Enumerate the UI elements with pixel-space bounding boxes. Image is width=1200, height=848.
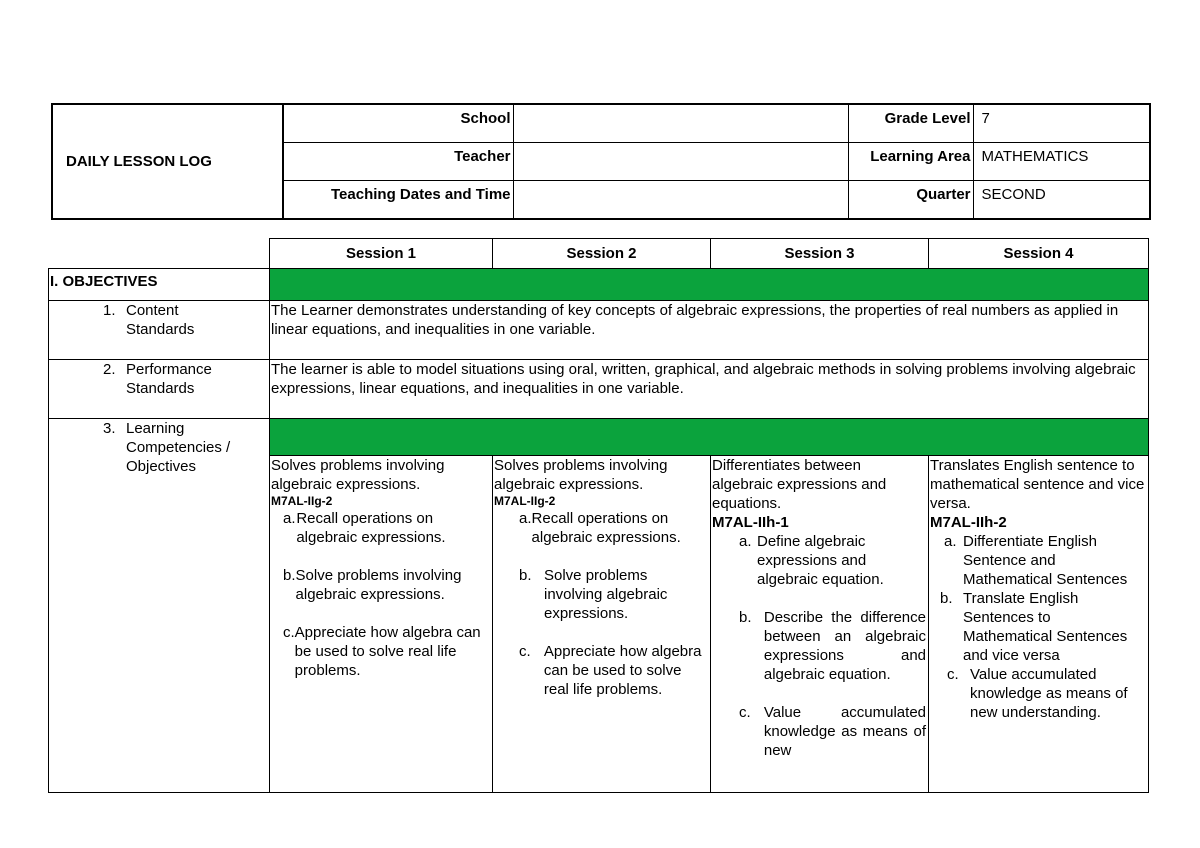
session-2-item-a — [494, 509, 708, 547]
session-4-item-c-text: Value accumulated knowledge as means of new understanding. — [970, 666, 1128, 721]
document-title: DAILY LESSON LOG — [52, 104, 283, 219]
school-label: School — [283, 104, 513, 143]
session-4-item-c-marker: c. — [947, 666, 959, 683]
session-1-item-a-marker: a. — [283, 510, 296, 527]
teaching-dates-label: Teaching Dates and Time — [283, 181, 513, 220]
session-1-item-c — [271, 623, 490, 680]
session-4-code: M7AL-IIh-2 — [930, 514, 1007, 531]
session-1-item-b — [271, 566, 490, 604]
session-1-objectives — [270, 456, 493, 793]
session-3-item-c — [712, 703, 926, 760]
content-standards-label — [49, 301, 270, 360]
session-4-item-a — [930, 532, 1146, 589]
session-4-item-b-text: Translate English Sentences to Mathematical Sentences and vice versa — [963, 590, 1128, 664]
content-standards-label-line1: Content — [126, 302, 179, 319]
learning-competencies-number: 3. — [103, 420, 116, 437]
session-3-item-b-marker: b. — [739, 609, 752, 626]
session-1-item-c-text: Appreciate how algebra can be used to solve real life problems. — [294, 624, 481, 679]
teacher-label: Teacher — [283, 143, 513, 181]
session-1-item-a-text: Recall operations on algebraic expressions. — [296, 510, 446, 546]
session-3-code: M7AL-IIh-1 — [712, 514, 789, 531]
objectives-heading: I. OBJECTIVES — [49, 269, 270, 301]
session-2-item-c-text: Appreciate how algebra can be used to solve real life problems. — [543, 643, 702, 698]
session-3-intro: Differentiates between algebraic expressions and equations. — [712, 457, 887, 512]
session-2-item-a-marker: a. — [519, 510, 532, 527]
session-4-objectives — [929, 456, 1149, 793]
performance-standards-text: The learner is able to model situations using oral, written, graphical, and algebraic methods in solving problems involving algebraic expressions, linear equations, and inequalities in one variable. — [270, 360, 1149, 419]
performance-standards-number: 2. — [103, 361, 116, 378]
grade-level-label: Grade Level — [848, 104, 973, 143]
session-1-code: M7AL-IIg-2 — [271, 494, 333, 508]
school-field[interactable] — [513, 104, 848, 143]
session-3-item-c-text: Value accumulated knowledge as means of new — [763, 704, 926, 759]
session-2-item-b — [494, 566, 708, 623]
session-2-code: M7AL-IIg-2 — [494, 494, 556, 508]
learning-competencies-label-line2: Competencies / — [126, 439, 231, 456]
session-2-item-c — [494, 642, 708, 699]
session-2-objectives — [493, 456, 711, 793]
session-2-item-a-text: Recall operations on algebraic expressions. — [531, 510, 681, 546]
session-3-item-b-text: Describe the difference between an algebraic expressions and algebraic equation. — [763, 609, 926, 683]
objectives-green-bar — [270, 269, 1149, 301]
grade-level-field[interactable]: 7 — [973, 104, 1150, 143]
learning-competencies-label-line3: Objectives — [126, 458, 197, 475]
session-2-item-b-text: Solve problems involving algebraic expressions. — [544, 567, 668, 622]
session-1-item-b-text: Solve problems involving algebraic expressions. — [295, 567, 462, 603]
session-3-objectives — [711, 456, 929, 793]
session-2-intro: Solves problems involving algebraic expressions. — [494, 457, 668, 493]
session-3-item-a-marker: a. — [739, 533, 752, 550]
session-4-header: Session 4 — [929, 239, 1149, 269]
header-table — [51, 103, 1151, 220]
performance-standards-label-line1: Performance — [126, 361, 212, 378]
session-3-header: Session 3 — [711, 239, 929, 269]
session-4-item-b-marker: b. — [940, 590, 953, 607]
session-1-item-b-marker: b. — [283, 567, 296, 584]
session-3-item-a-text: Define algebraic expressions and algebraic equation. — [757, 533, 884, 588]
session-4-item-b — [930, 589, 1146, 665]
teaching-dates-field[interactable] — [513, 181, 848, 220]
session-3-item-a — [712, 532, 926, 589]
session-1-item-a — [271, 509, 490, 547]
performance-standards-label-line2: Standards — [126, 380, 195, 397]
learning-area-field[interactable]: MATHEMATICS — [973, 143, 1150, 181]
teacher-field[interactable] — [513, 143, 848, 181]
session-4-item-a-text: Differentiate English Sentence and Mathematical Sentences — [963, 533, 1128, 588]
session-4-intro: Translates English sentence to mathematical sentence and vice versa. — [930, 457, 1145, 512]
session-2-item-c-marker: c. — [519, 643, 531, 660]
session-3-item-c-marker: c. — [739, 704, 751, 721]
session-3-item-b — [712, 608, 926, 684]
competencies-green-bar — [270, 419, 1149, 456]
learning-competencies-label-line1: Learning — [126, 420, 185, 437]
session-1-item-c-marker: c. — [283, 624, 295, 641]
quarter-field[interactable]: SECOND — [973, 181, 1150, 220]
session-4-item-c — [930, 665, 1146, 722]
quarter-label: Quarter — [848, 181, 973, 220]
learning-area-label: Learning Area — [848, 143, 973, 181]
session-2-item-b-marker: b. — [519, 567, 532, 584]
learning-competencies-label — [49, 419, 270, 793]
session-1-intro: Solves problems involving algebraic expressions. — [271, 457, 445, 493]
session-1-header: Session 1 — [270, 239, 493, 269]
blank-corner — [49, 239, 270, 269]
content-standards-label-line2: Standards — [126, 321, 195, 338]
performance-standards-label — [49, 360, 270, 419]
lesson-table — [48, 238, 1149, 793]
session-4-item-a-marker: a. — [944, 533, 957, 550]
content-standards-number: 1. — [103, 302, 116, 319]
content-standards-text: The Learner demonstrates understanding of key concepts of algebraic expressions, the properties of real numbers as applied in linear equations, and inequalities in one variable. — [270, 301, 1149, 360]
session-2-header: Session 2 — [493, 239, 711, 269]
